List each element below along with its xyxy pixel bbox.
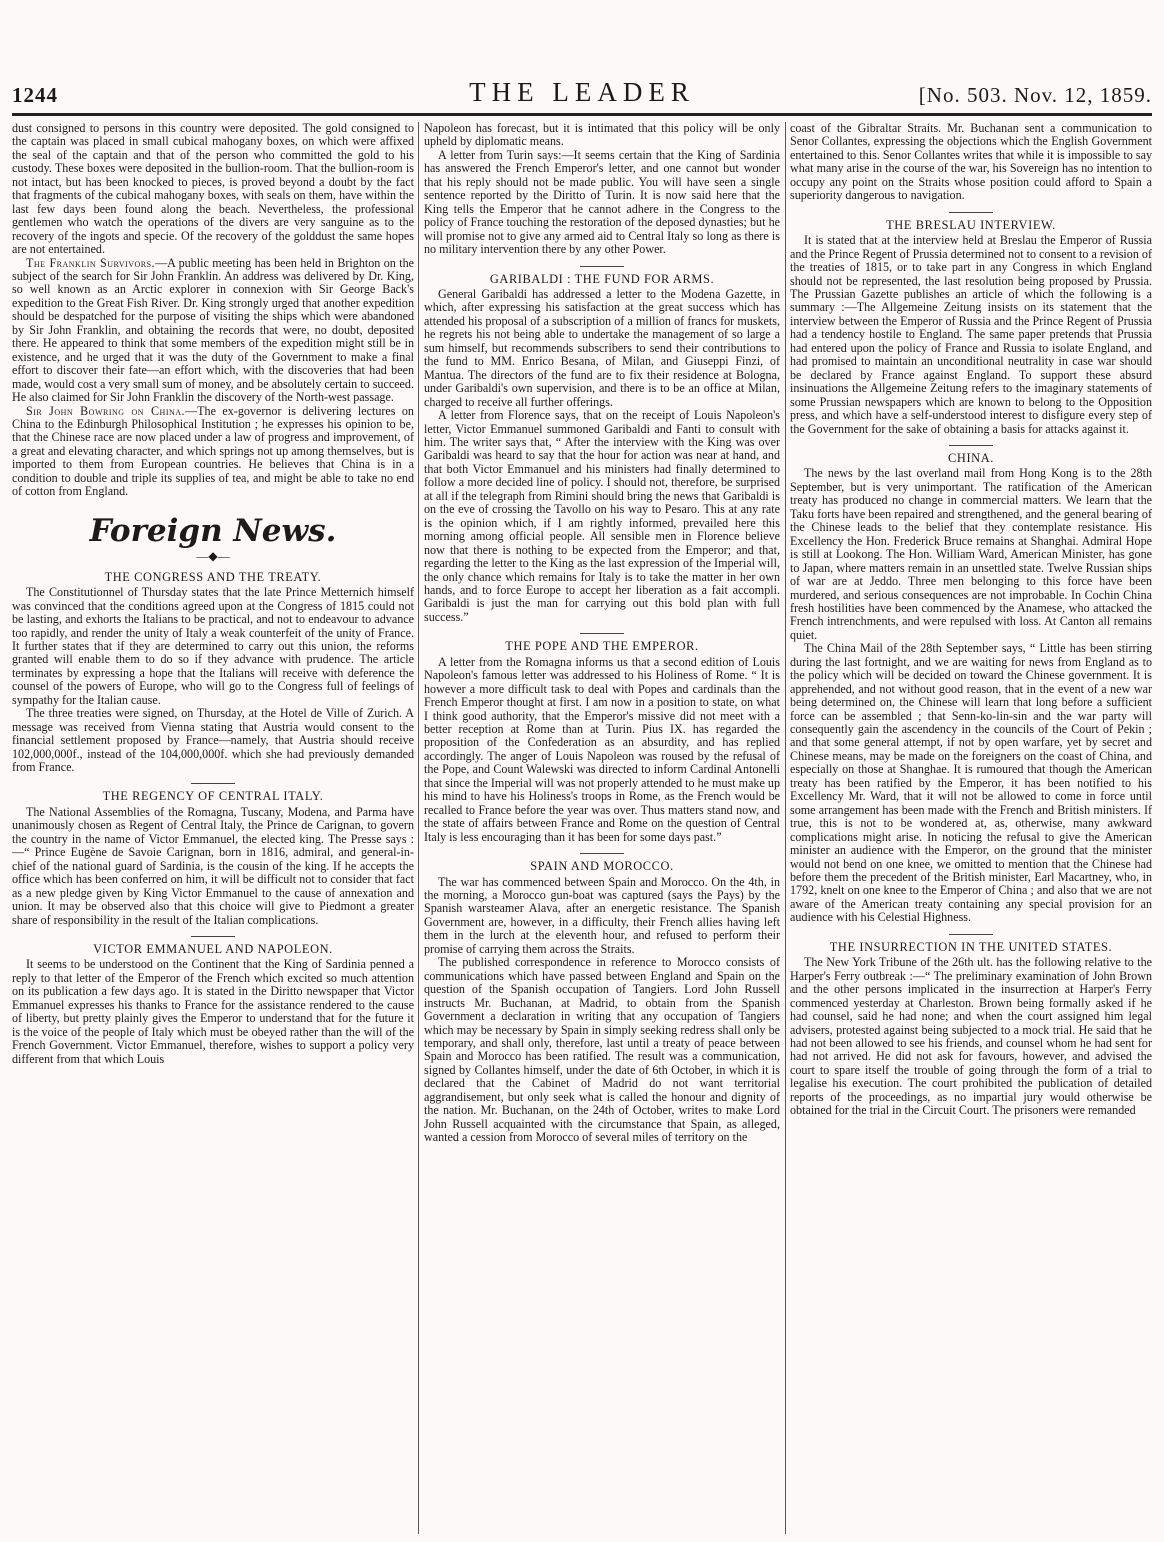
paragraph-lead: Sir John Bowring on China. (26, 403, 186, 418)
paragraph: The published correspondence in reference to Morocco consists of communications which have passed between England and Spain on the question of the Spanish occupation of Tangiers. Lord John Russell instructs Mr. Buchanan, at Madrid, to obtain from the Spanish Government a declaration in writing that any occupation of Tangiers which may be necessary by Spain in simply seeking redress shall only be temporary, and shall only, therefore, last until a treaty of peace between Spain and Morocco has been ratified. The result was a communication, signed by Collantes himself, under the date of 6th October, in which it is declared that the Cabinet of Madrid do not want territorial aggrandisement, but only seek what is called the honour and dignity of the nation. Mr. Buchanan, on the 24th of October, writes to make Lord John Russell acquainted with the circumstance that Spain, as alleged, wanted a cession from Morocco of several miles of territory on the (424, 955, 780, 1145)
paragraph: The China Mail of the 28th September says, “ Little has been stirring during the last fortnight, and we are waiting for news from England as to the policy which will be decided on toward the Chinese government. It is apprehended, and not without good reason, that in the event of a new war being determined on, the Chinese will learn that long before a sufficient force can be assembled ; that Senn-ko-lin-sin and the war party will consequently gain the ascendency in the councils of the Court of Pekin ; and that some general attempt, if not by open warfare, yet by secret and Chinese means, may be made on the foreigners on the coast of China, and especially on those at Shanghae. It is rumoured that though the American treaty has been ratified by the Emperor, it has been notified to his Excellency Mr. Ward, that it will not be allowed to come in force until some arrangement has been made with the French and British ministers. If true, this is not to be wondered at, as, otherwise, many awkward complications might arise. In noticing the refusal to give the American minister an audience with the Emperor, on the ground that the minister would not bend on one knee, we omitted to mention that the Chinese had before them the precedent of the British minister, Earl Macartney, who, in 1792, knelt on one knee to the Emperor of China ; and also that we are not aware of the American treaty containing any special provision for an audience with his Celestial Highness. (790, 641, 1152, 925)
paragraph: A letter from the Romagna informs us that a second edition of Louis Napoleon's famous letter was addressed to his Holiness of Rome. “ It is however a more difficult task to deal with Popes and cardinals than the French Emperor thought at first. I am now in a position to state, on what I think good authority, that the Emperor's missive did not meet with a better reception at Rome than at Turin. Pius IX. has regarded the proposition of the Confederation as an absurdity, and has replied accordingly. The anger of Louis Napoleon was roused by the refusal of the Pope, and Count Walewski was directed to inform Cardinal Antonelli that since the Imperial will was not properly attended to he must make up his mind to have his Holiness's troops in Rome, as the French would be recalled to France before the year was over. Thus matters stand now, and the state of affairs between France and Rome on the question of Central Italy is less encouraging than it has been for some days past.” (424, 654, 780, 844)
separator (191, 936, 235, 937)
paragraph: A letter from Florence says, that on the receipt of Louis Napoleon's letter, Victor Emmanuel summoned Garibaldi and Fanti to consult with him. The writer says that, “ After the interview with the King was over Garibaldi was heard to say that the hour for action was near at hand, and that both Victor Emmanuel and his ministers had finally determined to follow a more decided line of policy. I should not, therefore, be surprised at all if the telegraph from Rimini should bring the news that Garibaldi is on the eve of crossing the Tavollo on his way to Pesaro. This at any rate is the opinion which, if I am rightly informed, prevailed here this morning among official people. All sensible men in Florence believe now that there is nothing to be expected from the Emperor; and that, regarding the letter to the King as the last expression of the Imperial will, the only chance which remains for Italy is to take the matter in her own hands, and to force Europe to accept her liberation as a fait accompli. Garibaldi is just the man for carrying out this bold plan with full success.” (424, 408, 780, 624)
paragraph: The three treaties were signed, on Thursday, at the Hotel de Ville of Zurich. A message was received from Vienna stating that Austria would consent to the financial settlement proposed by France—namely, that Austria should receive 102,000,000f., instead of the 104,000,000f. which she had previously demanded from France. (12, 706, 414, 775)
issue-info: [No. 503. Nov. 12, 1859. (918, 83, 1152, 107)
article-heading: VICTOR EMMANUEL AND NAPOLEON. (93, 942, 333, 957)
ornament: —◆— (196, 548, 230, 563)
paragraph: dust consigned to persons in this country were deposited. The gold consigned to the captain was placed in small cubical mahogany boxes, on which were affixed the seal of the captain and that of the person who committed the gold to his custody. These boxes were deposited in the bullion-room. That the bullion-room is not intact, but has been knocked to pieces, is proved beyond a doubt by the fact that fragments of the cubical mahogany boxes, with seals on them, have within the last few days been found along the beach. Nevertheless, the professional gentlemen who watch the operations of the divers are very sanguine as to the recovery of the ingots and specie. Of the recovery of the golddust the same hopes are not entertained. (12, 122, 414, 257)
separator (580, 266, 624, 267)
article-heading: THE CONGRESS AND THE TREATY. (104, 569, 322, 584)
article-heading: CHINA. (948, 450, 994, 465)
paragraph: A letter from Turin says:—It seems certain that the King of Sardinia has answered the French Emperor's letter, and one cannot but wonder that his reply should not be made public. You will have seen a single sentence reported by the Diritto of Turin. It is now said here that the King tells the Emperor that he cannot adhere in the Congress to the policy of France touching the restoration of the deposed dynasties; but he will promise not to give any armed aid to Central Italy so long as there is no military intervention there by any other Power. (424, 147, 780, 257)
paragraph (12, 257, 414, 405)
separator (191, 783, 235, 784)
separator (949, 212, 993, 213)
paragraph: The war has commenced between Spain and Morocco. On the 4th, in the morning, a Morocco gun-boat was captured (says the Pays) by the Spanish warsteamer Alava, after an energetic resistance. The Spanish Government are, however, in a difficulty, their French allies having left them in the lurch at the eleventh hour, and refused to perform their promise of carrying them across the Straits. (424, 874, 780, 956)
paragraph: General Garibaldi has addressed a letter to the Modena Gazette, in which, after expressing his satisfaction at the great success which has attended his proposal of a subscription of a million of francs for muskets, he regrets his not being able to undertake the management of so large a sum himself, but recommends subscribers to send their contributions to the fund to MM. Enrico Besana, of Milan, and Giuseppi Finzi, of Mantua. The directors of the fund are to fix their residence at Bologna, under Garibaldi's own supervision, and there is to be an office at Milan, charged to receive all further offerings. (424, 286, 780, 409)
separator (949, 934, 993, 935)
article-heading: THE INSURRECTION IN THE UNITED STATES. (829, 939, 1113, 954)
paragraph-lead: The Franklin Survivors. (26, 255, 156, 270)
column-1 (12, 122, 414, 1534)
paragraph: The New York Tribune of the 26th ult. has the following relative to the Harper's Ferry outbreak :—“ The preliminary examination of John Brown and the other persons implicated in the insurrection at Harper's Ferry commenced yesterday at Charleston. Brown being formally asked if he had counsel, said he had none; and when the court assigned him legal advisers, protested against being subjected to a mock trial. He said that he had not been allowed to see his friends, and counsel whom he had sent for had not arrived. He did not ask for favours, however, and advised the court to spare itself the trouble of going through the form of a trial to legalise his execution. The court prohibited the publication of detailed reports of the proceedings, as no impartial jury would otherwise be obtained for the trial in the Circuit Court. The prisoners were remanded (790, 955, 1152, 1118)
paragraph-body: —The ex-governor is delivering lectures on China to the Edinburgh Philosophical Institution ; he expresses his opinion to be, that the Chinese race are now placed under a law of progress and improvement, of a great and elevating character, and which springs not up among themselves, but is imported to them from European countries. He believes that China is in a condition to double and triple its supplies of tea, and might be able to take no end of cotton from England. (12, 403, 414, 499)
separator (580, 633, 624, 634)
paragraph (12, 405, 414, 499)
separator (580, 853, 624, 854)
article-heading: SPAIN AND MOROCCO. (530, 859, 674, 874)
paragraph: Napoleon has forecast, but it is intimated that this policy will be only upheld by diplomatic means. (424, 122, 780, 149)
article-heading: GARIBALDI : THE FUND FOR ARMS. (489, 271, 715, 286)
column-divider (418, 122, 419, 1534)
column-2 (424, 122, 780, 1534)
paragraph: coast of the Gibraltar Straits. Mr. Buchanan sent a communication to Senor Collantes, expressing the objections which the English Government entertained to this. Senor Collantes writes that while it is impossible to say what many arise in the course of the war, his Sovereign has no intention to occupy any point on the Straits whose position could afford to Spain a superiority dangerous to navigation. (790, 122, 1152, 203)
masthead (12, 72, 1152, 108)
paragraph: It is stated that at the interview held at Breslau the Emperor of Russia and the Prince Regent of Prussia determined not to consent to a revision of the treaties of 1815, or to take part in any Congress in which England should not be represented, the last resolution being proposed by Prussia. The Prussian Gazette publishes an article of which the following is a summary :—The Allgemeine Zeitung insists on its statement that the interview between the Emperor of Russia and the Prince Regent of Prussia had a tendency hostile to England. The same paper pretends that Prussia had entered upon the policy of France and Russia to isolate England, and had promised to maintain an unconditional neutrality in case war should be declared by France against England. To support these absurd insinuations the Allgemeine Zeitung refers to the imaginary statements of some Prussian newspapers which are known to belong to the Opposition press, and which have a self-understood interest to disfigure every step of the Government for the sake of obtaining a basis for attacks against it. (790, 233, 1152, 436)
paragraph: The Constitutionnel of Thursday states that the late Prince Metternich himself was convinced that the conditions agreed upon at the Congress of 1815 could not be lasting, and exhorts the Italians to be practical, and not to endeavour to advance too rapidly, and render the unity of Italy a weak counterfeit of the unity of France. It further states that if they are determined to carry out this union, the reforms granted will enable them to do so if they advance with prudence. The article terminates by expressing a hope that the Italians will receive with deference the counsel of the powers of Europe, who will go to the Congress full of feelings of sympathy for the Italian cause. (12, 585, 414, 707)
column-3 (790, 122, 1152, 1534)
section-title: Foreign News. (89, 512, 337, 549)
paragraph-body: —A public meeting has been held in Brighton on the subject of the search for Sir John Franklin. An address was delivered by Dr. King, so well known as an Arctic explorer in connexion with Sir George Back's expedition to the Great Fish River. Dr. King strongly urged that another expedition should be despatched for the purpose of visiting the ships which were abandoned by Sir John Franklin, and obtaining the records that were, no doubt, deposited there. He appeared to think that some members of the expedition might still be in existence, and he urged that it was the duty of the Government to make a final effort to discover their fate—an effort which, with the discoveries that had been made, would cost a very small sum of money, and be absolutely certain to succeed. He also claimed for Sir John Franklin the discovery of the North-west passage. (12, 255, 414, 405)
masthead-rule (12, 113, 1152, 116)
page-number: 1244 (12, 83, 58, 107)
article-heading: THE BRESLAU INTERVIEW. (886, 217, 1056, 232)
paragraph: The National Assemblies of the Romagna, Tuscany, Modena, and Parma have unanimously chosen as Regent of Central Italy, the Prince de Carignan, to govern the country in the name of Victor Emmanuel, the elected king. The Presse says :—“ Prince Eugène de Savoie Carignan, born in 1816, admiral, and general-in-chief of the national guard of Sardinia, is the cousin of the king. If he accepts the office which has been conferred on him, it will be difficult not to consider that fact as a new pledge given by King Victor Emmanuel to the cause of annexation and union. It may be observed also that this choice will give to Piedmont a greater share of responsibility in the result of the Italian complications. (12, 804, 414, 927)
newspaper-title: THE LEADER (469, 77, 695, 107)
paragraph: It seems to be understood on the Continent that the King of Sardinia penned a reply to that letter of the Emperor of the French which excited so much attention on its publication a few days ago. It is stated in the Diritto newspaper that Victor Emmanuel expresses his thanks to France for the assistance rendered to the cause of liberty, but pretty plainly gives the Emperor to understand that for the future it is the voice of the people of Italy which must be obeyed rather than the will of the French Government. Victor Emmanuel, therefore, wishes to support a policy very different from that which Louis (12, 957, 414, 1066)
article-heading: THE POPE AND THE EMPEROR. (505, 639, 699, 654)
separator (949, 445, 993, 446)
paragraph: The news by the last overland mail from Hong Kong is to the 28th September, but is very unimportant. The ratification of the American treaty has produced no change in commercial matters. We learn that the Taku forts have been repaired and strengthened, and the general bearing of the Chinese leads to the belief that they contemplate resistance. His Excellency the Hon. Frederick Bruce remains at Shanghai. Admiral Hope is still at Lookong. The Hon. William Ward, American Minister, has gone to Japan, where matters remain in an unsettled state. Twelve Russian ships of war are at Jeddo. Three men belonging to this force have been murdered, and serious consequences are not improbable. In Cochin China fresh hostilities have been commenced by the Anamese, who attacked the French intrenchments, and were repulsed with loss. At Canton all remains quiet. (790, 466, 1152, 642)
column-divider (785, 122, 786, 1534)
article-heading: THE REGENCY OF CENTRAL ITALY. (102, 789, 324, 804)
